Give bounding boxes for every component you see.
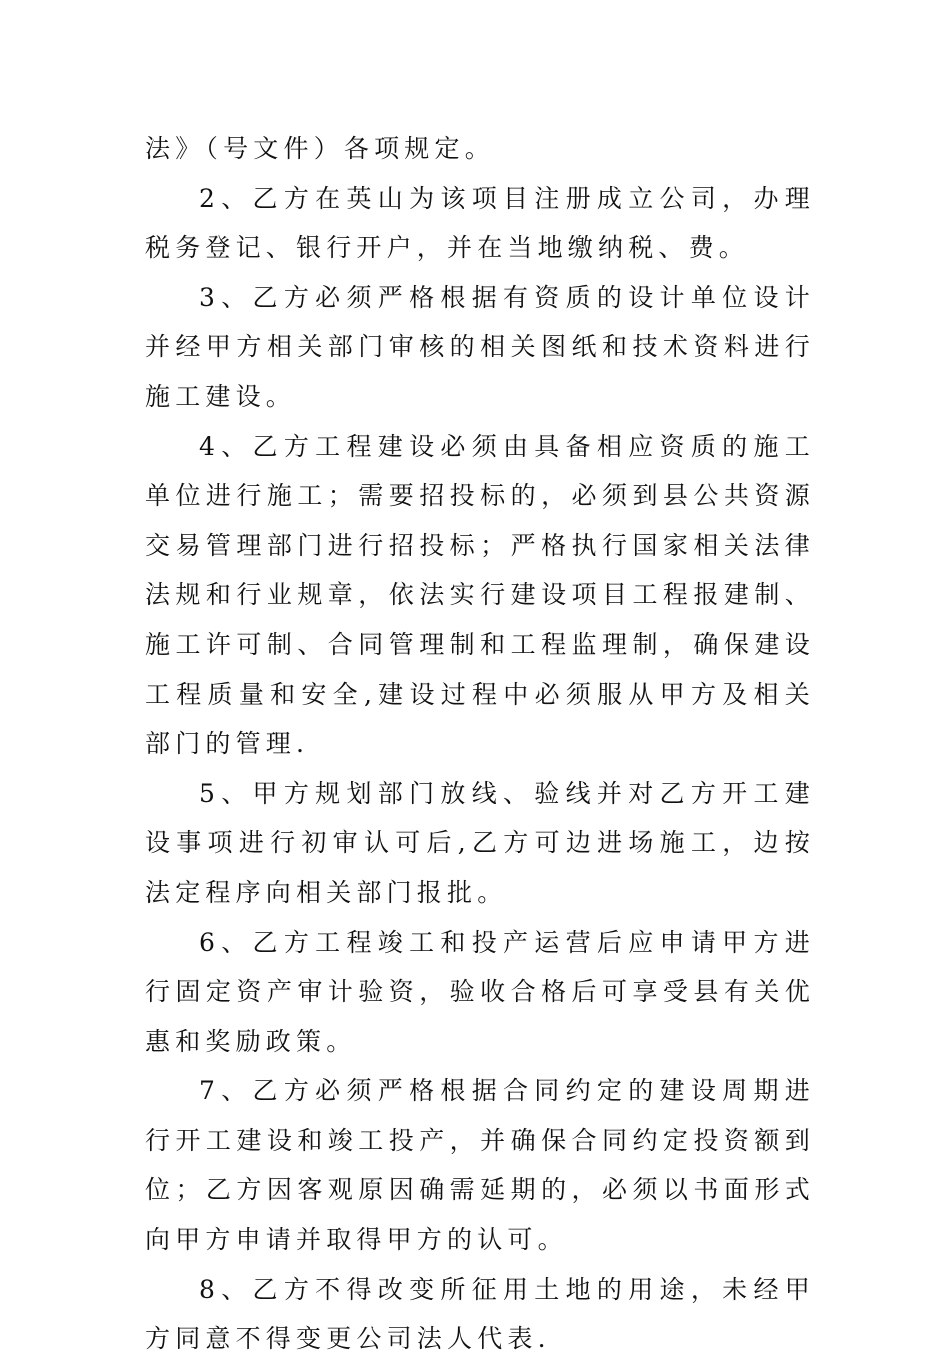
paragraph-clause-3: 3、乙方必须严格根据有资质的设计单位设计并经甲方相关部门审核的相关图纸和技术资料进行施工建设。: [145, 282, 815, 411]
paragraph-clause-8: 8、乙方不得改变所征用土地的用途，未经甲方同意不得变更公司法人代表.: [145, 1274, 815, 1354]
document-body: [145, 124, 815, 1364]
paragraph-clause-7: 7、乙方必须严格根据合同约定的建设周期进行开工建设和竣工投产，并确保合同约定投资额到位；乙方因客观原因确需延期的，必须以书面形式向甲方申请并取得甲方的认可。: [145, 1076, 815, 1255]
paragraph-clause-2: 2、乙方在英山为该项目注册成立公司，办理税务登记、银行开户，并在当地缴纳税、费。: [145, 183, 815, 263]
paragraph-clause-5: 5、甲方规划部门放线、验线并对乙方开工建设事项进行初审认可后,乙方可边进场施工，边按法定程序向相关部门报批。: [145, 778, 815, 907]
paragraph-clause-6: 6、乙方工程竣工和投产运营后应申请甲方进行固定资产审计验资，验收合格后可享受县有关优惠和奖励政策。: [145, 927, 815, 1056]
paragraph-continuation: 法》（号文件）各项规定。: [145, 134, 495, 163]
paragraph-clause-4: 4、乙方工程建设必须由具备相应资质的施工单位进行施工；需要招投标的，必须到县公共资源交易管理部门进行招投标；严格执行国家相关法律法规和行业规章，依法实行建设项目工程报建制、施工许可制、合同管理制和工程监理制，确保建设工程质量和安全,建设过程中必须服从甲方及相关部门的管理.: [145, 431, 815, 759]
